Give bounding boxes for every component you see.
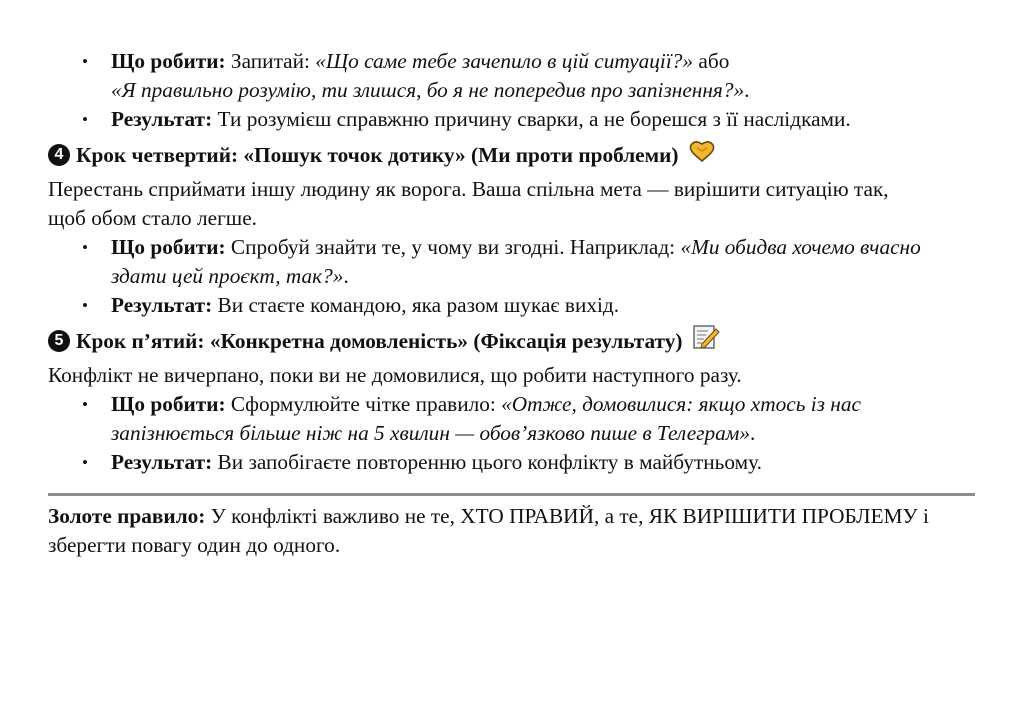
quote-text: «Отже, домовилися: якщо хтось із нас запізнюється більше ніж на 5 хвилин — обов’язково пише в Телеграм»: [111, 392, 861, 445]
step-number-badge: 4: [48, 144, 70, 166]
list-item: [48, 47, 978, 105]
bullet-icon: •: [82, 296, 88, 315]
bullet-text: .: [750, 421, 756, 445]
list-item: [48, 105, 978, 134]
quote-text: «Я правильно розумію, ти злишся, бо я не попередив про запізнення?»: [111, 78, 745, 102]
section5-bullet-list: [48, 390, 978, 477]
bullet-label: Що робити:: [111, 392, 226, 416]
section4-bullet-list: [48, 233, 978, 320]
list-item: [48, 233, 931, 291]
section-title: Крок четвертий: «Пошук точок дотику» (Ми проти проблеми): [76, 143, 679, 167]
list-item: [48, 291, 978, 320]
bullet-text: або: [693, 49, 730, 73]
handshake-icon: [688, 139, 716, 171]
bullet-text: Сформулюйте чітке правило:: [225, 392, 502, 416]
bullet-icon: •: [82, 453, 88, 472]
bullet-label: Результат:: [111, 450, 213, 474]
horizontal-divider: [48, 493, 975, 496]
bullet-text: Ти розумієш справжню причину сварки, а не борешся з її наслідками.: [212, 107, 851, 131]
section3-bullet-list: [48, 47, 978, 134]
list-item: [48, 390, 981, 448]
golden-rule: [48, 502, 968, 560]
bullet-text: .: [343, 264, 349, 288]
document-page: [48, 47, 978, 560]
bullet-text: Ви стаєте командою, яка разом шукає вихід.: [212, 293, 620, 317]
memo-icon: [692, 324, 720, 358]
golden-rule-text: У конфлікті важливо не те, ХТО ПРАВИЙ, а те, ЯК ВИРІШИТИ ПРОБЛЕМУ і зберегти повагу один до одного.: [48, 504, 929, 557]
quote-text: «Що саме тебе зачепило в цій ситуації?»: [315, 49, 694, 73]
bullet-text: Ви запобігаєте повторенню цього конфлікту в майбутньому.: [212, 450, 762, 474]
bullet-text: Запитай:: [225, 49, 316, 73]
section4-heading: [48, 139, 978, 171]
section-title: Крок п’ятий: «Конкретна домовленість» (Фіксація результату): [76, 329, 683, 353]
section5-intro: Конфлікт не вичерпано, поки ви не домовилися, що робити наступного разу.: [48, 363, 742, 387]
bullet-icon: •: [82, 238, 88, 257]
step-number-badge: 5: [48, 330, 70, 352]
bullet-label: Що робити:: [111, 49, 226, 73]
quote-text: «Ми обидва хочемо вчасно здати цей проєкт, так?»: [111, 235, 921, 288]
section4-intro: Перестань сприймати іншу людину як ворога. Ваша спільна мета — вирішити ситуацію так, щоб обом стало легше.: [48, 177, 889, 230]
bullet-label: Результат:: [111, 107, 213, 131]
bullet-label: Результат:: [111, 293, 213, 317]
bullet-icon: •: [82, 395, 88, 414]
bullet-label: Що робити:: [111, 235, 226, 259]
section5-heading: [48, 325, 978, 357]
golden-rule-label: Золоте правило:: [48, 504, 206, 528]
bullet-icon: •: [82, 110, 88, 129]
bullet-text: .: [744, 78, 750, 102]
bullet-icon: •: [82, 52, 88, 71]
bullet-text: Спробуй знайти те, у чому ви згодні. Наприклад:: [225, 235, 681, 259]
list-item: [48, 448, 978, 477]
